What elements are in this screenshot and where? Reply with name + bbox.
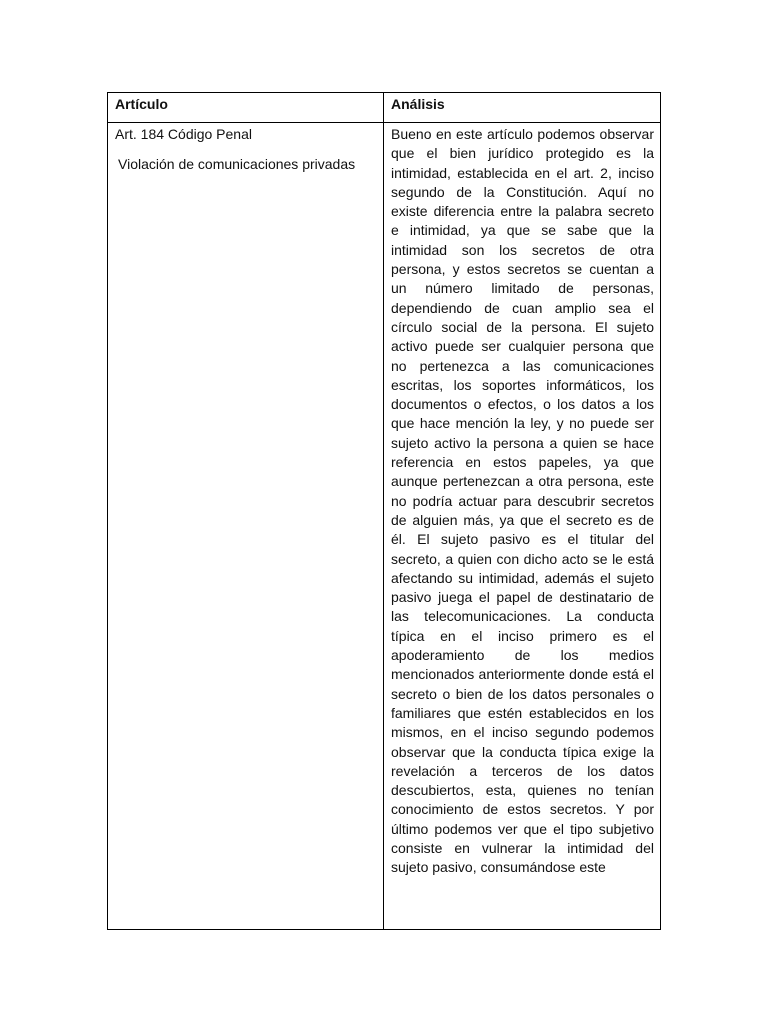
analysis-table — [107, 92, 661, 930]
article-cell — [108, 123, 384, 930]
analysis-text: Bueno en este artículo podemos observar que el bien jurídico protegido es la intimidad, establecida en el art. 2, inciso segundo de la Constitución. Aquí no existe diferencia entre la palabra secreto e intimidad, ya que se sabe que la intimidad son los secretos de otra persona, y estos secretos se cuentan a un número limitado de personas, dependiendo de cuan amplio sea el círculo social de la persona. El sujeto activo puede ser cualquier persona que no pertenezca a las comunicaciones escritas, los soportes informáticos, los documentos o efectos, o los datos a los que hace mención la ley, y no puede ser sujeto activo la persona a quien se hace referencia en estos papeles, ya que aunque pertenezcan a otra persona, este no podría actuar para descubrir secretos de alguien más, ya que el secreto es de él. El sujeto pasivo es el titular del secreto, a quien con dicho acto se le está afectando su intimidad, además el sujeto pasivo juega el papel de destinatario de las telecomunicaciones. La conducta típica en el inciso primero es el apoderamiento de los medios mencionados anteriormente donde está el secreto o bien de los datos personales o familiares que estén establecidos en los mismos, en el inciso segundo podemos observar que la conducta típica exige la revelación a terceros de los datos descubiertos, esta, quienes no tenían conocimiento de estos secretos. Y por último podemos ver que el tipo subjetivo consiste en vulnerar la intimidad del sujeto pasivo, consumándose este — [391, 126, 654, 876]
table-header-row — [108, 93, 661, 123]
header-articulo: Artículo — [108, 93, 384, 123]
article-reference: Art. 184 Código Penal — [115, 126, 252, 142]
header-analisis: Análisis — [384, 93, 661, 123]
table-row — [108, 123, 661, 930]
article-title: Violación de comunicaciones privadas — [118, 156, 356, 172]
analysis-cell — [384, 123, 661, 930]
